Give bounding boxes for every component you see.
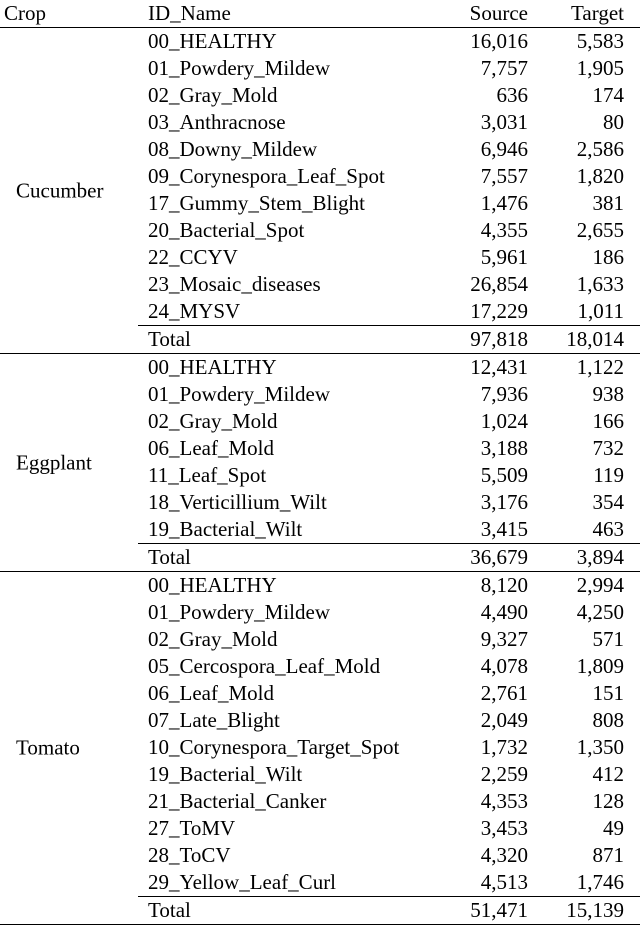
cell-target: 571 <box>592 627 624 651</box>
cell-source: 7,936 <box>480 382 528 406</box>
cell-target: 5,583 <box>576 29 624 53</box>
cell-target: 1,122 <box>576 355 624 379</box>
cell-id-name: 29_Yellow_Leaf_Curl <box>148 870 337 894</box>
cell-id-name: 03_Anthracnose <box>148 110 286 134</box>
table-row <box>138 815 640 842</box>
cell-id-name: 27_ToMV <box>148 816 236 840</box>
table-row <box>138 707 640 734</box>
cell-target: 381 <box>592 191 624 215</box>
cell-id-name: 00_HEALTHY <box>148 573 277 597</box>
cell-source: 1,476 <box>480 191 528 215</box>
table-row <box>138 761 640 788</box>
cell-target: 1,905 <box>576 56 624 80</box>
cell-target: 463 <box>592 517 624 541</box>
crop-rows <box>138 572 640 924</box>
cell-id-name: 00_HEALTHY <box>148 355 277 379</box>
table-row <box>138 136 640 163</box>
header-id-name: ID_Name <box>148 1 231 25</box>
total-row <box>138 896 640 924</box>
cell-id-name: 00_HEALTHY <box>148 29 277 53</box>
cell-id-name: 24_MYSV <box>148 299 241 323</box>
cell-id-name: Total <box>148 545 191 569</box>
cell-source: 6,946 <box>480 137 528 161</box>
table-row <box>138 489 640 516</box>
cell-target: 1,746 <box>576 870 624 894</box>
table-row <box>138 298 640 325</box>
cell-target: 412 <box>592 762 624 786</box>
cell-target: 1,809 <box>576 654 624 678</box>
cell-id-name: 23_Mosaic_diseases <box>148 272 321 296</box>
cell-id-name: 18_Verticillium_Wilt <box>148 490 327 514</box>
cell-target: 3,894 <box>576 545 624 569</box>
cell-target: 808 <box>592 708 624 732</box>
header-crop: Crop <box>4 1 46 25</box>
cell-target: 1,820 <box>576 164 624 188</box>
table-row <box>138 842 640 869</box>
cell-target: 151 <box>592 681 624 705</box>
cell-source: 12,431 <box>470 355 528 379</box>
total-row <box>138 325 640 353</box>
table-row <box>138 55 640 82</box>
cell-target: 938 <box>592 382 624 406</box>
cell-target: 871 <box>592 843 624 867</box>
crop-label: Tomato <box>16 735 80 760</box>
table-row <box>138 381 640 408</box>
cell-source: 3,031 <box>480 110 528 134</box>
table-row <box>138 109 640 136</box>
table-row <box>138 163 640 190</box>
cell-source: 9,327 <box>480 627 528 651</box>
table-row <box>138 680 640 707</box>
table-row <box>138 217 640 244</box>
crop-group-1 <box>0 354 640 572</box>
crop-rows <box>138 354 640 571</box>
table-row <box>138 734 640 761</box>
cell-target: 166 <box>592 409 624 433</box>
cell-target: 119 <box>593 463 624 487</box>
cell-id-name: 08_Downy_Mildew <box>148 137 318 161</box>
cell-source: 4,320 <box>480 843 528 867</box>
cell-source: 8,120 <box>480 573 528 597</box>
cell-id-name: 17_Gummy_Stem_Blight <box>148 191 366 215</box>
cell-source: 26,854 <box>470 272 528 296</box>
cell-id-name: 21_Bacterial_Canker <box>148 789 327 813</box>
cell-source: 4,513 <box>480 870 528 894</box>
cell-source: 4,353 <box>480 789 528 813</box>
cell-source: 1,732 <box>480 735 528 759</box>
cell-source: 4,078 <box>480 654 528 678</box>
total-row <box>138 543 640 571</box>
cell-target: 4,250 <box>576 600 624 624</box>
cell-target: 2,586 <box>576 137 624 161</box>
table-row <box>138 408 640 435</box>
table-row <box>138 869 640 896</box>
table-row <box>138 244 640 271</box>
cell-source: 16,016 <box>470 29 528 53</box>
cell-id-name: 07_Late_Blight <box>148 708 280 732</box>
cell-target: 49 <box>603 816 624 840</box>
cell-id-name: 20_Bacterial_Spot <box>148 218 305 242</box>
cell-source: 3,415 <box>480 517 528 541</box>
cell-source: 97,818 <box>470 327 528 351</box>
table-row <box>138 435 640 462</box>
cell-id-name: 02_Gray_Mold <box>148 627 278 651</box>
cell-target: 1,350 <box>576 735 624 759</box>
cell-target: 2,655 <box>576 218 624 242</box>
cell-id-name: 05_Cercospora_Leaf_Mold <box>148 654 381 678</box>
cell-id-name: 02_Gray_Mold <box>148 409 278 433</box>
cell-target: 1,011 <box>577 299 624 323</box>
header-target: Target <box>571 1 624 25</box>
cell-target: 15,139 <box>566 898 624 922</box>
table-row <box>138 516 640 543</box>
cell-source: 2,761 <box>480 681 528 705</box>
cell-source: 2,259 <box>480 762 528 786</box>
cell-id-name: Total <box>148 898 191 922</box>
cell-target: 186 <box>592 245 624 269</box>
cell-source: 4,355 <box>480 218 528 242</box>
crop-label: Eggplant <box>16 450 92 474</box>
cell-target: 2,994 <box>576 573 624 597</box>
crop-label: Cucumber <box>16 178 104 202</box>
table-row <box>138 788 640 815</box>
cell-source: 5,961 <box>480 245 528 269</box>
cell-source: 3,188 <box>480 436 528 460</box>
table-row <box>138 653 640 680</box>
cell-source: 17,229 <box>470 299 528 323</box>
cell-target: 732 <box>592 436 624 460</box>
cell-id-name: 19_Bacterial_Wilt <box>148 517 303 541</box>
table-row <box>138 28 640 55</box>
cell-target: 18,014 <box>566 327 624 351</box>
table-body <box>0 28 640 925</box>
cell-target: 1,633 <box>576 272 624 296</box>
cell-source: 3,176 <box>480 490 528 514</box>
cell-id-name: 19_Bacterial_Wilt <box>148 762 303 786</box>
cell-target: 128 <box>592 789 624 813</box>
cell-id-name: 01_Powdery_Mildew <box>148 56 330 80</box>
cell-source: 5,509 <box>480 463 528 487</box>
table-row <box>138 599 640 626</box>
cell-id-name: 02_Gray_Mold <box>148 83 278 107</box>
cell-source: 36,679 <box>470 545 528 569</box>
cell-source: 7,757 <box>480 56 528 80</box>
cell-source: 2,049 <box>480 708 528 732</box>
table-row <box>138 462 640 489</box>
table-header <box>0 0 640 28</box>
cell-id-name: Total <box>148 327 191 351</box>
crop-group-2 <box>0 572 640 925</box>
cell-id-name: 01_Powdery_Mildew <box>148 600 330 624</box>
cell-id-name: 28_ToCV <box>148 843 231 867</box>
cell-source: 636 <box>496 83 528 107</box>
cell-id-name: 22_CCYV <box>148 245 238 269</box>
cell-id-name: 06_Leaf_Mold <box>148 681 274 705</box>
cell-target: 354 <box>592 490 624 514</box>
table-row <box>138 354 640 381</box>
cell-source: 1,024 <box>480 409 528 433</box>
cell-id-name: 09_Corynespora_Leaf_Spot <box>148 164 385 188</box>
header-source: Source <box>469 1 528 25</box>
crop-group-0 <box>0 28 640 354</box>
cell-target: 174 <box>592 83 624 107</box>
table-row <box>138 190 640 217</box>
cell-source: 4,490 <box>480 600 528 624</box>
crop-rows <box>138 28 640 353</box>
cell-id-name: 01_Powdery_Mildew <box>148 382 330 406</box>
cell-target: 80 <box>603 110 624 134</box>
cell-source: 3,453 <box>480 816 528 840</box>
table-row <box>138 271 640 298</box>
cell-id-name: 11_Leaf_Spot <box>148 463 267 487</box>
table-row <box>138 82 640 109</box>
cell-source: 51,471 <box>470 898 528 922</box>
cell-id-name: 06_Leaf_Mold <box>148 436 274 460</box>
table-row <box>138 572 640 599</box>
table-row <box>138 626 640 653</box>
cell-id-name: 10_Corynespora_Target_Spot <box>148 735 400 759</box>
cell-source: 7,557 <box>480 164 528 188</box>
